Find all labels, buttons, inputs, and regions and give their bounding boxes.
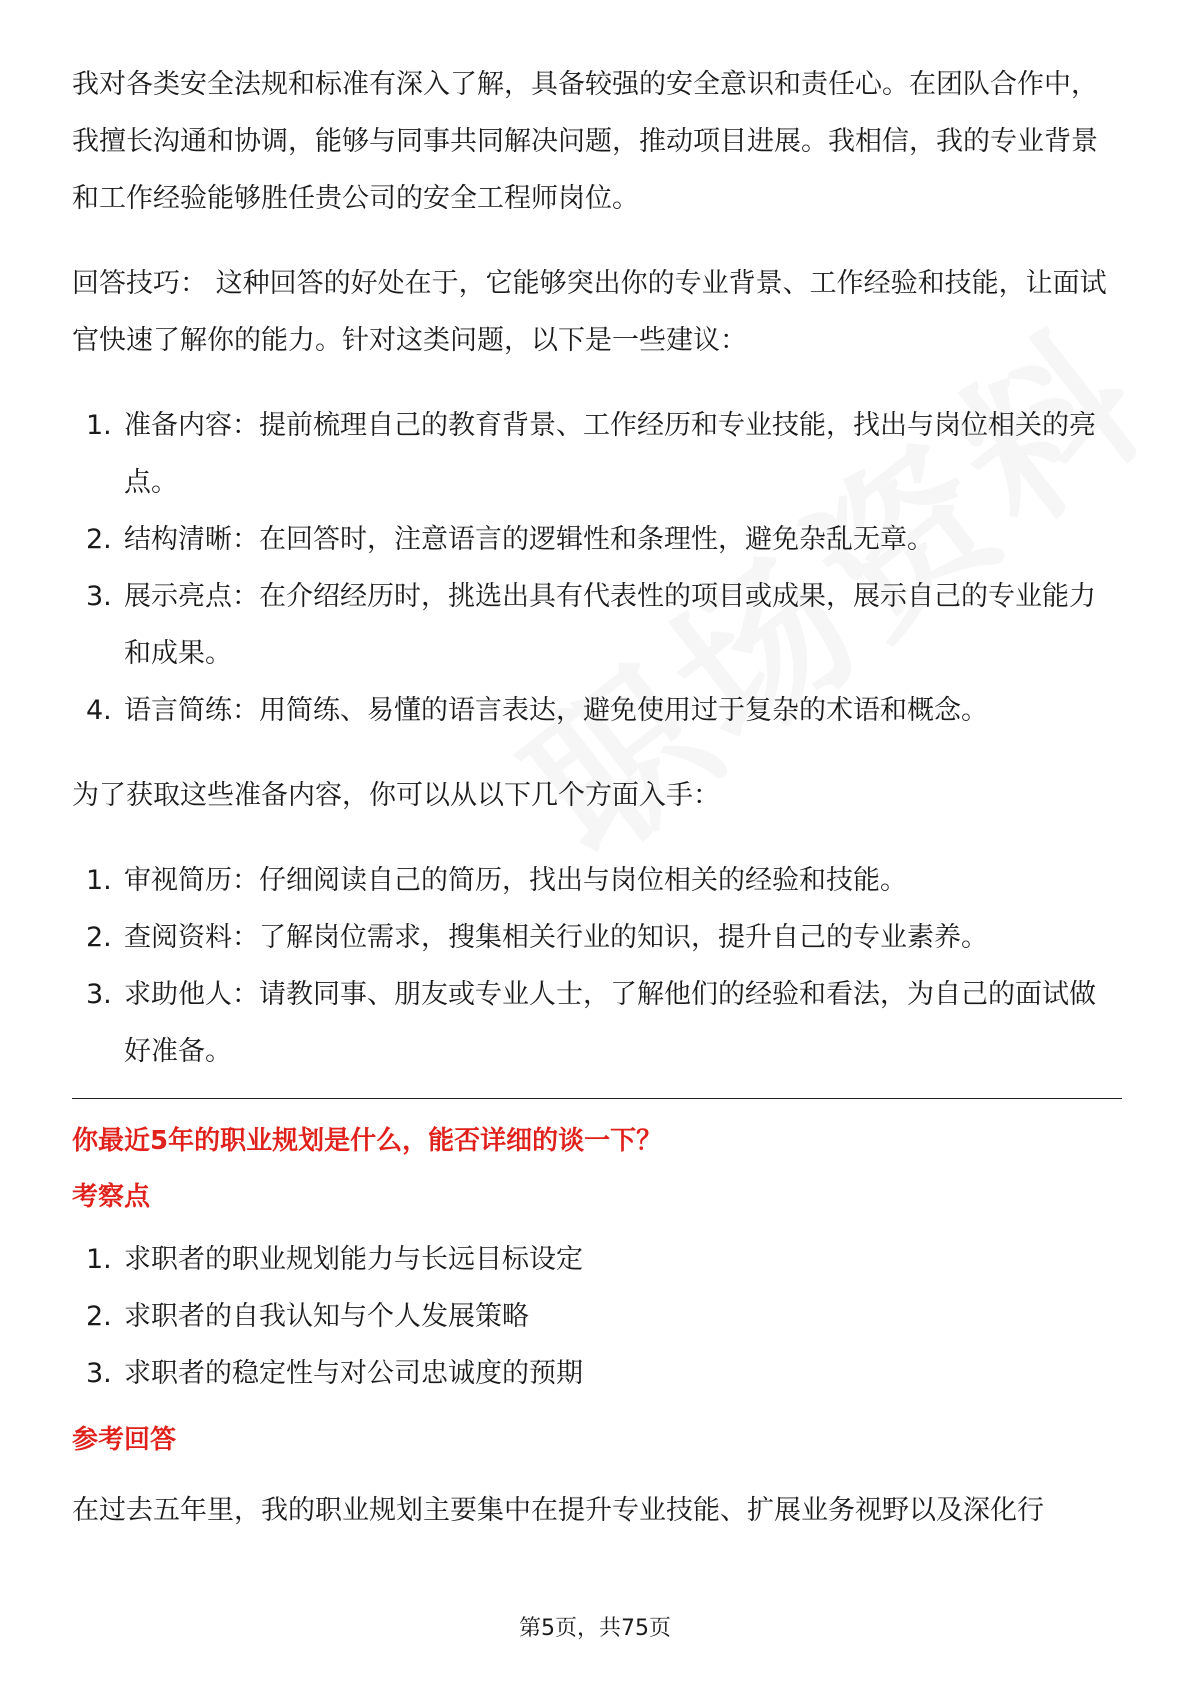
list-text: 求职者的稳定性与对公司忠诚度的预期 [124, 1358, 583, 1389]
list-number: 1. [86, 410, 112, 441]
list-item [72, 1231, 1122, 1288]
list-number: 1. [86, 1244, 112, 1275]
list-text: 展示亮点：在介绍经历时，挑选出具有代表性的项目或成果，展示自己的专业能力和成果。 [124, 581, 1096, 669]
tips-list [72, 397, 1122, 739]
list-number: 3. [86, 979, 112, 1010]
page-content [72, 56, 1122, 1539]
list-number: 2. [86, 1301, 112, 1332]
list-item [72, 568, 1122, 682]
list-text: 审视简历：仔细阅读自己的简历，找出与岗位相关的经验和技能。 [124, 865, 907, 896]
list-text: 准备内容：提前梳理自己的教育背景、工作经历和专业技能，找出与岗位相关的亮点。 [124, 410, 1096, 498]
list-text: 结构清晰：在回答时，注意语言的逻辑性和条理性，避免杂乱无章。 [124, 524, 934, 555]
focus-list [72, 1231, 1122, 1402]
focus-heading: 考察点 [72, 1182, 151, 1212]
list-item [72, 852, 1122, 909]
list-number: 3. [86, 581, 112, 612]
prep-list [72, 852, 1122, 1080]
list-number: 3. [86, 1358, 112, 1389]
list-text: 求助他人：请教同事、朋友或专业人士，了解他们的经验和看法，为自己的面试做好准备。 [124, 979, 1096, 1067]
tips-paragraph: 回答技巧： 这种回答的好处在于，它能够突出你的专业背景、工作经验和技能，让面试官快速了解你的能力。针对这类问题，以下是一些建议： [72, 268, 1107, 356]
list-item [72, 397, 1122, 511]
page-footer: 第5页，共75页 [519, 1616, 671, 1641]
list-item [72, 511, 1122, 568]
section-divider [72, 1098, 1122, 1099]
answer-heading: 参考回答 [72, 1425, 177, 1455]
list-item [72, 682, 1122, 739]
list-item [72, 1345, 1122, 1402]
list-text: 语言简练：用简练、易懂的语言表达，避免使用过于复杂的术语和概念。 [124, 695, 988, 726]
answer-paragraph: 在过去五年里，我的职业规划主要集中在提升专业技能、扩展业务视野以及深化行 [72, 1495, 1044, 1526]
list-text: 查阅资料：了解岗位需求，搜集相关行业的知识，提升自己的专业素养。 [124, 922, 988, 953]
list-item [72, 1288, 1122, 1345]
list-item [72, 966, 1122, 1080]
list-number: 1. [86, 865, 112, 896]
list-text: 求职者的职业规划能力与长远目标设定 [124, 1244, 583, 1275]
list-number: 2. [86, 922, 112, 953]
intro-paragraph: 我对各类安全法规和标准有深入了解，具备较强的安全意识和责任心。在团队合作中，我擅长沟通和协调，能够与同事共同解决问题，推动项目进展。我相信，我的专业背景和工作经验能够胜任贵公司的安全工程师岗位。 [72, 69, 1098, 214]
question-heading: 你最近5年的职业规划是什么，能否详细的谈一下？ [72, 1126, 663, 1156]
list-number: 2. [86, 524, 112, 555]
list-item [72, 909, 1122, 966]
list-number: 4. [86, 695, 112, 726]
list-text: 求职者的自我认知与个人发展策略 [124, 1301, 529, 1332]
prep-paragraph: 为了获取这些准备内容，你可以从以下几个方面入手： [72, 780, 720, 811]
